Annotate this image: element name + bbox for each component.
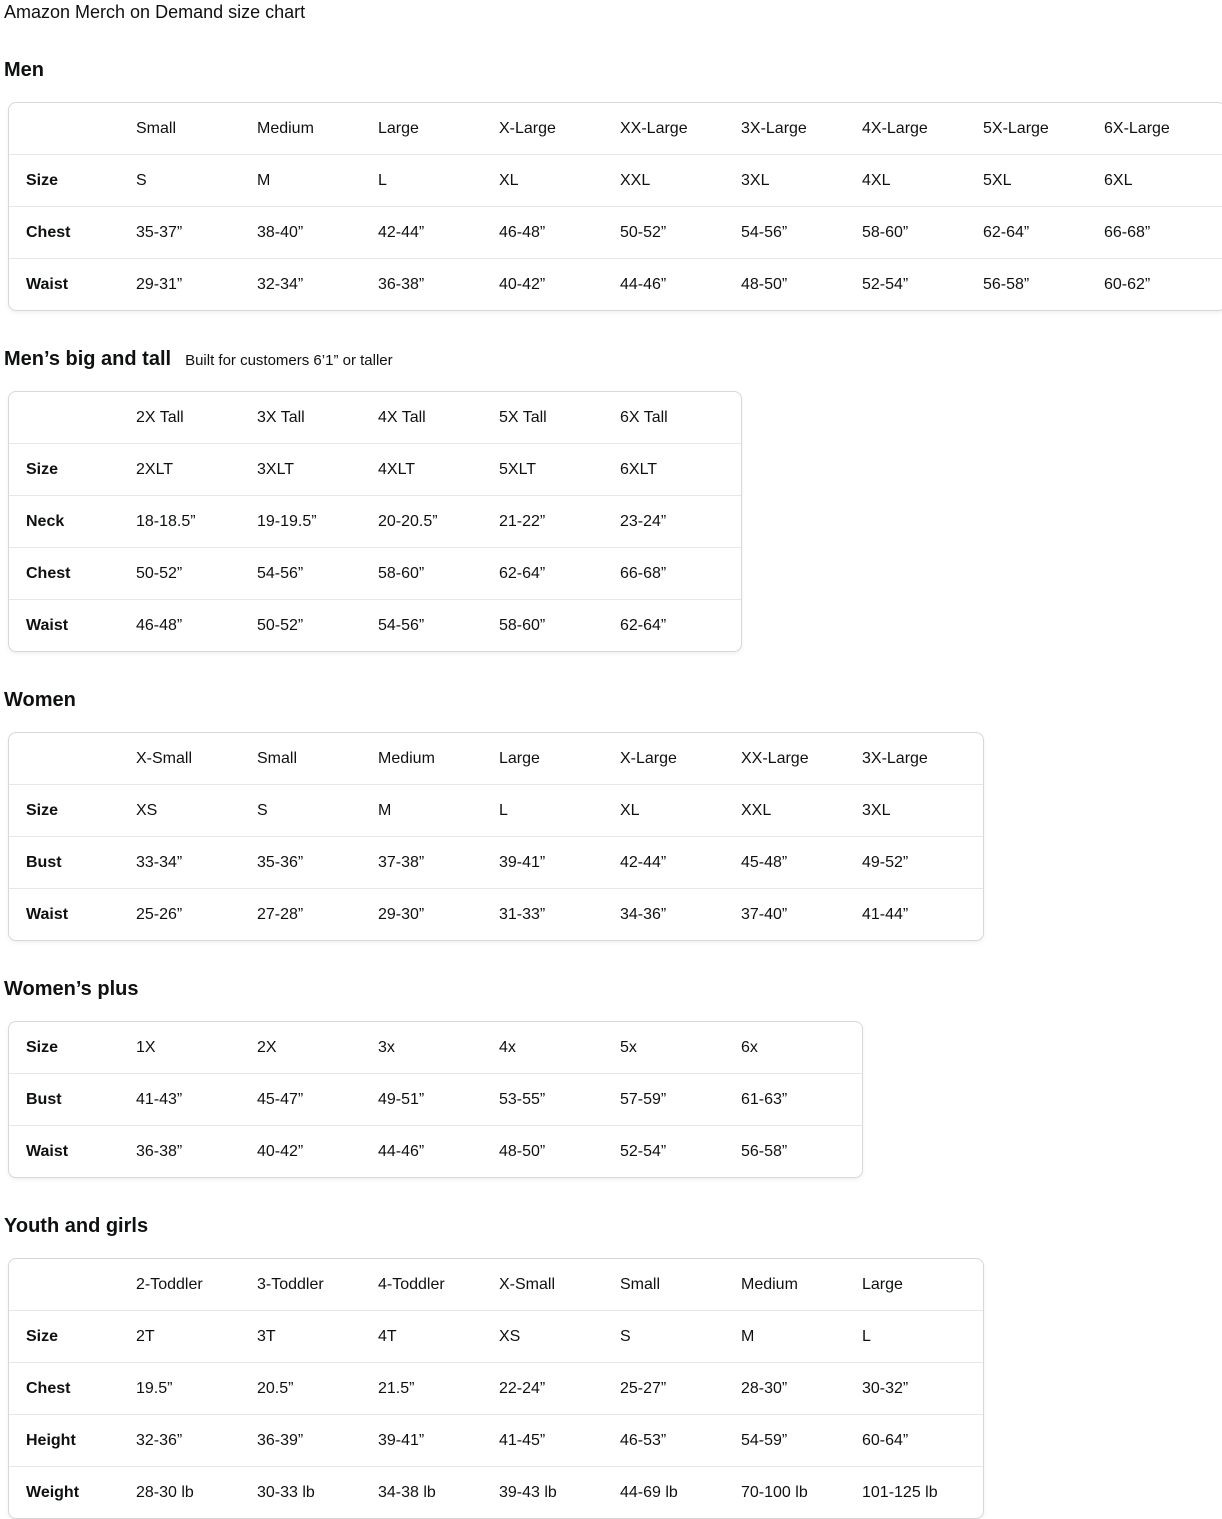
table-row-chest [9, 207, 1222, 259]
section-heading: Women’s plus [4, 978, 139, 1000]
column-header: 6X-Large [1104, 120, 1170, 137]
cell-value: 5XLT [499, 444, 620, 496]
row-label: Waist [9, 600, 136, 652]
cell-value: 58-60” [378, 548, 499, 600]
cell-value: 6x [741, 1039, 758, 1056]
cell-value: L [862, 1311, 983, 1363]
cell-value: 35-36” [257, 837, 378, 889]
row-label: Size [9, 1311, 136, 1363]
row-label: Waist [9, 1126, 136, 1178]
column-header: Large [499, 750, 540, 767]
cell-value: 27-28” [257, 889, 378, 941]
cell-value: XL [620, 785, 741, 837]
table-row-chest [9, 1363, 983, 1415]
cell-value: 44-46” [620, 259, 741, 311]
cell-value: 25-27” [620, 1363, 741, 1415]
column-header: 3X-Large [741, 120, 807, 137]
cell-value: 45-47” [257, 1074, 378, 1126]
section-heading-row [4, 58, 1218, 84]
cell-value: 62-64” [983, 207, 1104, 259]
cell-value: 1X [136, 1039, 156, 1056]
row-label: Size [9, 785, 136, 837]
cell-value: 36-38” [378, 259, 499, 311]
section-heading-row [4, 977, 1218, 1003]
size-table [9, 392, 741, 651]
cell-value: XS [136, 785, 257, 837]
cell-value: 48-50” [499, 1126, 620, 1178]
cell-value: 41-45” [499, 1415, 620, 1467]
cell-value: 4x [499, 1039, 516, 1056]
cell-value: 44-46” [378, 1126, 499, 1178]
cell-value: L [499, 785, 620, 837]
cell-value: 29-31” [136, 259, 257, 311]
cell-value: 46-53” [620, 1415, 741, 1467]
section-heading: Men’s big and tall [4, 348, 172, 370]
table-row-waist [9, 600, 741, 652]
cell-value: 66-68” [1104, 207, 1222, 259]
corner-cell [9, 733, 136, 785]
column-header: 5X Tall [499, 409, 547, 426]
cell-value: 2T [136, 1311, 257, 1363]
column-header: Medium [741, 1276, 798, 1293]
column-header: 5X-Large [983, 120, 1049, 137]
cell-value: XXL [620, 155, 741, 207]
cell-value: 2X [257, 1039, 277, 1056]
cell-value: 48-50” [741, 259, 862, 311]
cell-value: 3XL [862, 785, 983, 837]
cell-value: 39-43 lb [499, 1467, 620, 1519]
cell-value: 21.5” [378, 1363, 499, 1415]
cell-value: 30-32” [862, 1363, 983, 1415]
cell-value: 58-60” [499, 600, 620, 652]
section-subtitle: Built for customers 6’1” or taller [185, 352, 393, 369]
column-header: 6X Tall [620, 409, 668, 426]
row-label: Size [9, 444, 136, 496]
section-heading-row [4, 688, 1218, 714]
cell-value: M [741, 1311, 862, 1363]
section-heading: Men [4, 59, 44, 81]
cell-value: 3T [257, 1311, 378, 1363]
column-header: Large [862, 1276, 903, 1293]
cell-value: 35-37” [136, 207, 257, 259]
section-heading-row [4, 1214, 1218, 1240]
cell-value: 58-60” [862, 207, 983, 259]
cell-value: 33-34” [136, 837, 257, 889]
table-row-size [9, 785, 983, 837]
cell-value: 40-42” [499, 259, 620, 311]
table-row-weight [9, 1467, 983, 1519]
cell-value: 6XLT [620, 444, 741, 496]
section-heading: Youth and girls [4, 1215, 149, 1237]
corner-cell [9, 392, 136, 444]
cell-value: 62-64” [499, 548, 620, 600]
cell-value: L [378, 155, 499, 207]
cell-value: 39-41” [378, 1415, 499, 1467]
cell-value: 3XL [741, 155, 862, 207]
row-label: Waist [9, 889, 136, 941]
row-label: Waist [9, 259, 136, 311]
cell-value: 50-52” [257, 600, 378, 652]
cell-value: 22-24” [499, 1363, 620, 1415]
column-header: Large [378, 120, 419, 137]
cell-value: 70-100 lb [741, 1467, 862, 1519]
cell-value: S [620, 1311, 741, 1363]
section-heading-row [4, 347, 1218, 373]
table-row-waist [9, 889, 983, 941]
cell-value: 41-44” [862, 889, 983, 941]
size-table [9, 1259, 983, 1518]
cell-value: 101-125 lb [862, 1467, 983, 1519]
column-header-row [9, 392, 741, 444]
cell-value: 46-48” [499, 207, 620, 259]
table-row-size [9, 444, 741, 496]
cell-value: 19-19.5” [257, 496, 378, 548]
cell-value: 28-30 lb [136, 1467, 257, 1519]
cell-value: 32-36” [136, 1415, 257, 1467]
section-youth-and-girls [4, 1214, 1218, 1519]
table-row-waist [9, 259, 1222, 311]
corner-cell [9, 1259, 136, 1311]
table-row-size [9, 1022, 862, 1074]
column-header: X-Small [136, 750, 193, 767]
column-header: 4-Toddler [378, 1276, 445, 1293]
cell-value: 37-40” [741, 889, 862, 941]
column-header: Small [620, 1276, 661, 1293]
cell-value: 32-34” [257, 259, 378, 311]
cell-value: 42-44” [378, 207, 499, 259]
size-table [9, 103, 1222, 310]
cell-value: 54-56” [378, 600, 499, 652]
cell-value: 25-26” [136, 889, 257, 941]
cell-value: M [257, 155, 378, 207]
cell-value: 60-62” [1104, 259, 1222, 311]
table-row-bust [9, 837, 983, 889]
row-label: Bust [9, 837, 136, 889]
cell-value: S [136, 155, 257, 207]
size-table-card [8, 1021, 863, 1178]
cell-value: 21-22” [499, 496, 620, 548]
row-label: Chest [9, 1363, 136, 1415]
section-men [4, 58, 1218, 311]
section-heading: Women [4, 689, 76, 711]
cell-value: 53-55” [499, 1074, 620, 1126]
cell-value: 60-64” [862, 1415, 983, 1467]
row-label: Chest [9, 548, 136, 600]
cell-value: 6XL [1104, 155, 1222, 207]
cell-value: 54-59” [741, 1415, 862, 1467]
cell-value: 20-20.5” [378, 496, 499, 548]
column-header: XX-Large [741, 750, 809, 767]
cell-value: 56-58” [983, 259, 1104, 311]
sections [4, 58, 1218, 1519]
column-header: 3-Toddler [257, 1276, 324, 1293]
size-chart-page [0, 2, 1222, 1519]
cell-value: M [378, 785, 499, 837]
cell-value: 23-24” [620, 496, 741, 548]
table-row-size [9, 1311, 983, 1363]
size-table-card [8, 1258, 984, 1519]
cell-value: 31-33” [499, 889, 620, 941]
cell-value: 49-52” [862, 837, 983, 889]
cell-value: 28-30” [741, 1363, 862, 1415]
row-label: Weight [9, 1467, 136, 1519]
table-row-size [9, 155, 1222, 207]
table-row-waist [9, 1126, 862, 1178]
cell-value: 4XLT [378, 444, 499, 496]
table-row-chest [9, 548, 741, 600]
cell-value: 42-44” [620, 837, 741, 889]
table-row-height [9, 1415, 983, 1467]
cell-value: 45-48” [741, 837, 862, 889]
column-header: X-Small [499, 1276, 556, 1293]
column-header: 3X Tall [257, 409, 305, 426]
column-header-row [9, 733, 983, 785]
section-women-s-plus [4, 977, 1218, 1178]
cell-value: XL [499, 155, 620, 207]
cell-value: 52-54” [862, 259, 983, 311]
column-header-row [9, 103, 1222, 155]
cell-value: 3XLT [257, 444, 378, 496]
cell-value: 57-59” [620, 1074, 741, 1126]
cell-value: 5x [620, 1039, 637, 1056]
cell-value: 38-40” [257, 207, 378, 259]
cell-value: 54-56” [257, 548, 378, 600]
cell-value: 44-69 lb [620, 1467, 741, 1519]
cell-value: 3x [378, 1039, 395, 1056]
page-title: Amazon Merch on Demand size chart [4, 2, 306, 22]
cell-value: 18-18.5” [136, 496, 257, 548]
cell-value: XXL [741, 785, 862, 837]
corner-cell [9, 103, 136, 155]
cell-value: 5XL [983, 155, 1104, 207]
column-header-row [9, 1259, 983, 1311]
row-label: Neck [9, 496, 136, 548]
cell-value: 34-36” [620, 889, 741, 941]
cell-value: 29-30” [378, 889, 499, 941]
cell-value: 54-56” [741, 207, 862, 259]
cell-value: 49-51” [378, 1074, 499, 1126]
size-table [9, 733, 983, 940]
column-header: 3X-Large [862, 750, 928, 767]
cell-value: 39-41” [499, 837, 620, 889]
size-table-card [8, 732, 984, 941]
column-header: Medium [378, 750, 435, 767]
cell-value: 4T [378, 1311, 499, 1363]
cell-value: 50-52” [620, 207, 741, 259]
size-table-card [8, 391, 742, 652]
column-header: Small [257, 750, 298, 767]
cell-value: 36-39” [257, 1415, 378, 1467]
cell-value: 36-38” [136, 1126, 257, 1178]
size-table [9, 1022, 862, 1177]
cell-value: 2XLT [136, 444, 257, 496]
column-header: 4X Tall [378, 409, 426, 426]
cell-value: 50-52” [136, 548, 257, 600]
cell-value: 41-43” [136, 1074, 257, 1126]
cell-value: 66-68” [620, 548, 741, 600]
row-label: Bust [9, 1074, 136, 1126]
size-table-card [8, 102, 1222, 311]
section-men-s-big-and-tall [4, 347, 1218, 652]
row-label: Chest [9, 207, 136, 259]
table-row-neck [9, 496, 741, 548]
column-header: X-Large [499, 120, 556, 137]
cell-value: S [257, 785, 378, 837]
row-label: Height [9, 1415, 136, 1467]
cell-value: 61-63” [741, 1074, 862, 1126]
column-header: 4X-Large [862, 120, 928, 137]
column-header: 2-Toddler [136, 1276, 203, 1293]
column-header: XX-Large [620, 120, 688, 137]
cell-value: 52-54” [620, 1126, 741, 1178]
section-women [4, 688, 1218, 941]
cell-value: 62-64” [620, 600, 741, 652]
cell-value: 46-48” [136, 600, 257, 652]
column-header: X-Large [620, 750, 677, 767]
table-row-bust [9, 1074, 862, 1126]
cell-value: 37-38” [378, 837, 499, 889]
cell-value: 20.5” [257, 1363, 378, 1415]
column-header: Small [136, 120, 177, 137]
cell-value: 34-38 lb [378, 1467, 499, 1519]
cell-value: 19.5” [136, 1363, 257, 1415]
column-header: Medium [257, 120, 314, 137]
row-label: Size [26, 1039, 59, 1056]
cell-value: 56-58” [741, 1126, 862, 1178]
row-label: Size [9, 155, 136, 207]
cell-value: 4XL [862, 155, 983, 207]
cell-value: 30-33 lb [257, 1467, 378, 1519]
cell-value: XS [499, 1311, 620, 1363]
cell-value: 40-42” [257, 1126, 378, 1178]
column-header: 2X Tall [136, 409, 184, 426]
